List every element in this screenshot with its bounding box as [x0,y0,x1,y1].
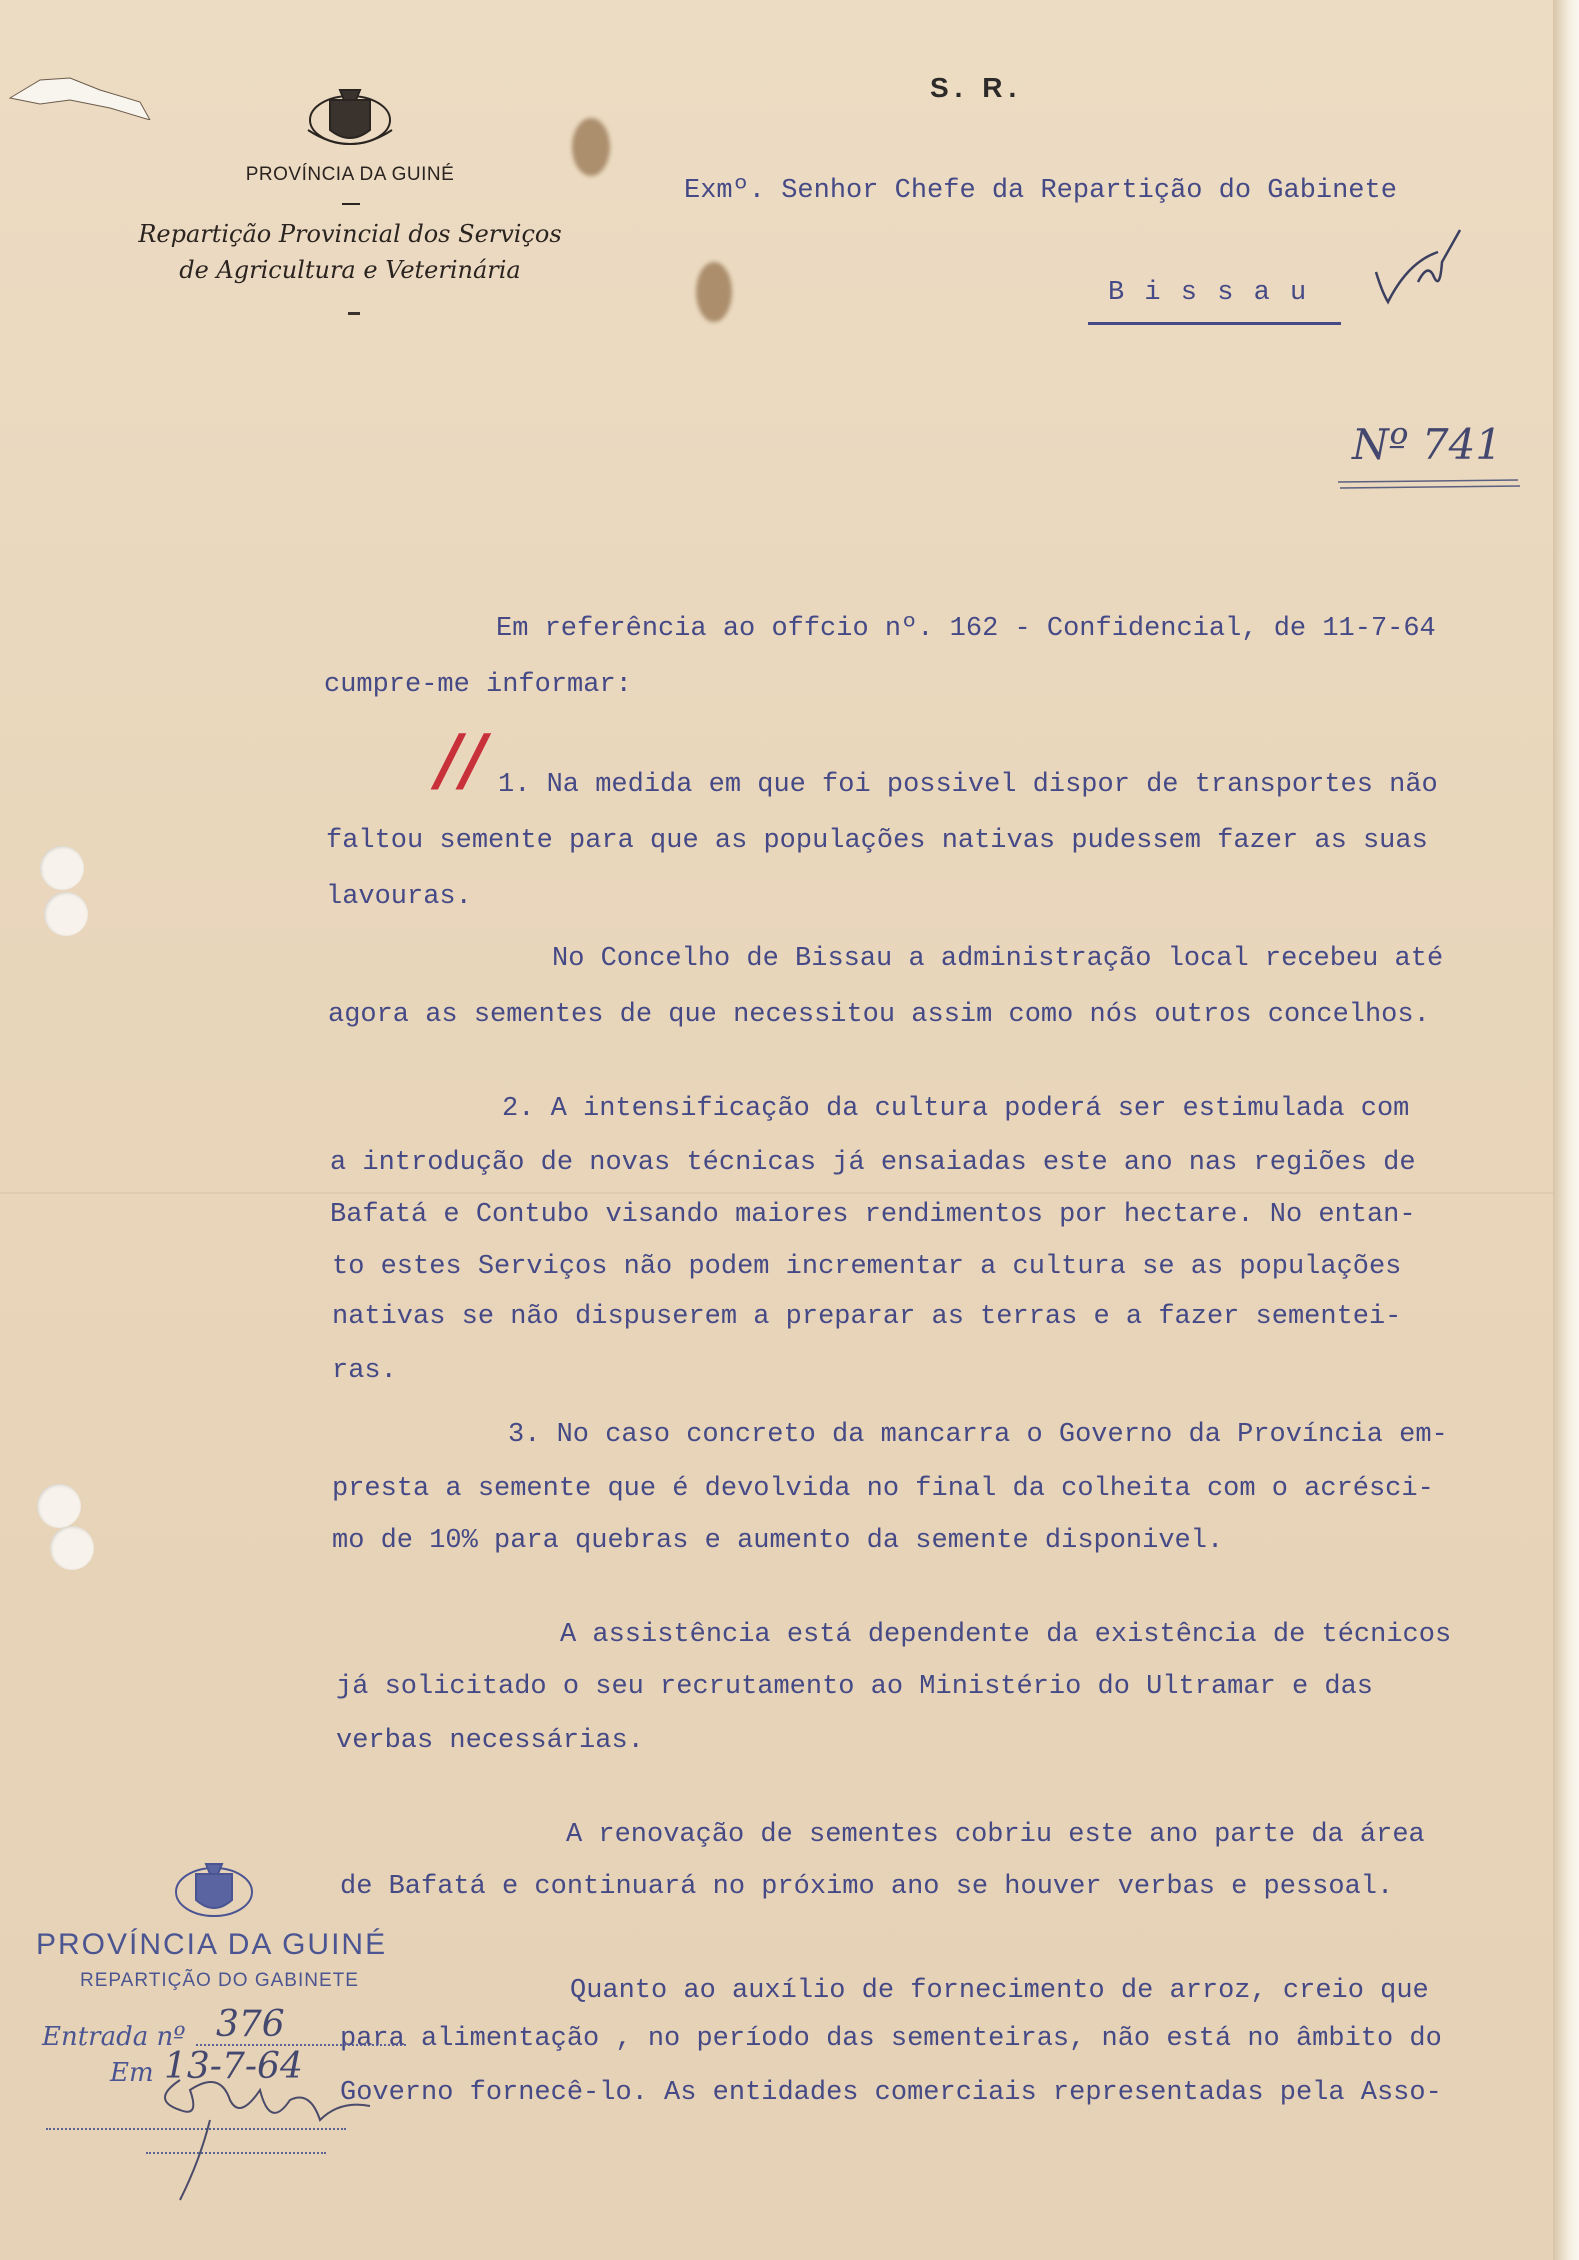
body-line: mo de 10% para quebras e aumento da semente disponivel. [332,1526,1224,1556]
body-line: No Concelho de Bissau a administração local recebeu até [552,944,1444,974]
body-line: Governo fornecê-lo. As entidades comerciais representadas pela Asso- [340,2078,1442,2108]
stamp-date-value: 13-7-64 [164,2046,303,2087]
body-line: lavouras. [326,882,472,912]
letterhead-department-line2: de Agricultura e Veterinária [179,256,521,284]
letterhead-province: PROVÍNCIA DA GUINÉ [245,164,455,185]
body-line: Em referência ao offcio nº. 162 - Confidencial, de 11-7-64 [496,614,1436,644]
body-line: a introdução de novas técnicas já ensaiadas este ano nas regiões de [330,1148,1416,1178]
body-line: 3. No caso concreto da mancarra o Governo da Província em- [508,1420,1448,1450]
body-line: cumpre-me informar: [324,670,632,700]
punch-hole [40,846,84,890]
recipient-city: B i s s a u [1108,278,1309,308]
punch-hole [50,1526,94,1570]
stain [696,262,732,322]
number-underline [1336,476,1522,490]
body-line: to estes Serviços não podem incrementar a cultura se as populações [332,1252,1402,1282]
handwritten-check-icon [1368,222,1468,312]
body-line: 2. A intensificação da cultura poderá ser estimulada com [502,1094,1410,1124]
body-line: de Bafatá e continuará no próximo ano se houver verbas e pessoal. [340,1872,1394,1902]
confidential-mark: S. R. [930,72,1023,103]
body-line: presta a semente que é devolvida no final da colheita com o acrésci- [332,1474,1434,1504]
stamp-date-label: Em [110,2058,154,2088]
stain [572,118,610,176]
body-line: faltou semente para que as populações nativas pudessem fazer as suas [326,826,1428,856]
letterhead-department-line1: Repartição Provincial dos Serviços [138,220,562,248]
body-line: A renovação de sementes cobriu este ano parte da área [566,1820,1425,1850]
body-line: ras. [332,1356,397,1386]
margin-mark: // [436,720,486,800]
punch-hole [37,1484,81,1528]
body-line: Bafatá e Contubo visando maiores rendimentos por hectare. No entan- [330,1200,1416,1230]
body-line: já solicitado o seu recrutamento ao Ministério do Ultramar e das [336,1672,1373,1702]
stamp-entry-number: 376 [216,2004,285,2045]
torn-corner [0,40,170,120]
body-line: 1. Na medida em que foi possivel dispor de transportes não [498,770,1438,800]
coat-of-arms-icon [300,80,400,154]
body-line: verbas necessárias. [336,1726,644,1756]
fold-crease [0,1192,1553,1194]
body-line: A assistência está dependente da existência de técnicos [560,1620,1452,1650]
stamp-province: PROVÍNCIA DA GUINÉ [36,1928,388,1961]
letterhead-mark [348,312,360,315]
city-underline [1088,322,1341,325]
body-line: para alimentação , no período das sementeiras, não está no âmbito do [340,2024,1442,2054]
handwritten-signature [140,2060,380,2210]
body-line: Quanto ao auxílio de fornecimento de arroz, creio que [570,1976,1429,2006]
stamp-entry-label: Entrada nº [42,2022,186,2052]
handwritten-number: Nº 741 [1352,420,1503,469]
body-line: nativas se não dispuserem a preparar as terras e a fazer sementei- [332,1302,1402,1332]
punch-hole [44,892,88,936]
body-line: agora as sementes de que necessitou assim como nós outros concelhos. [328,1000,1430,1030]
stamp-crest-icon [168,1856,260,1926]
stamp-office: REPARTIÇÃO DO GABINETE [80,1970,359,1991]
page-edge [1553,0,1579,2260]
recipient-line: Exmº. Senhor Chefe da Repartição do Gabinete [684,176,1397,206]
letterhead-divider [342,203,360,205]
